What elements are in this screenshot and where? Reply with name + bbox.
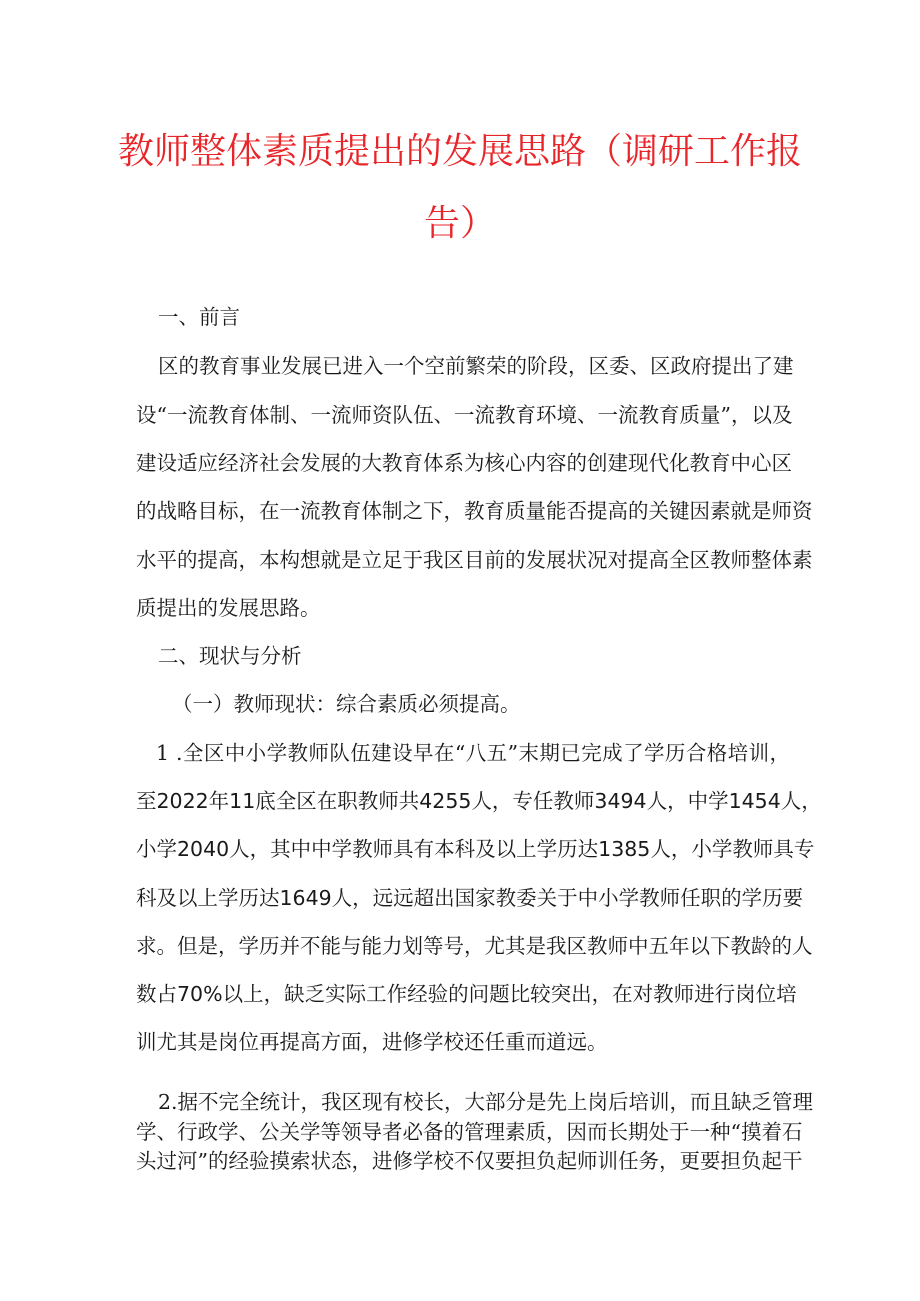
item-line: 至2022年11底全区在职教师共4255人，专任教师3494人，中学1454人， <box>136 789 822 813</box>
item-line: 2.据不完全统计，我区现有校长，大部分是先上岗后培训，而且缺乏管理 <box>158 1090 814 1114</box>
item-line: 学、行政学、公关学等领导者必备的管理素质，因而长期处于一种“摸着石 <box>136 1120 803 1144</box>
paragraph-line: 设“一流教育体制、一流师资队伍、一流教育环境、一流教育质量”，以及 <box>136 403 793 427</box>
item-line: 小学2040人，其中中学教师具有本科及以上学历达1385人，小学教师具专 <box>136 837 815 861</box>
paragraph-line: 区的教育事业发展已进入一个空前繁荣的阶段，区委、区政府提出了建 <box>158 354 794 378</box>
section-heading-preface: 一、前言 <box>158 305 240 329</box>
title-line-1: 教师整体素质提出的发展思路（调研工作报 <box>118 131 803 172</box>
item-line: 科及以上学历达1649人，远远超出国家教委关于中小学教师任职的学历要 <box>136 886 804 910</box>
subsection-heading: （一）教师现状：综合素质必须提高。 <box>172 692 521 716</box>
paragraph-line: 水平的提高，本构想就是立足于我区目前的发展状况对提高全区教师整体素 <box>136 548 813 572</box>
item-line: 训尤其是岗位再提高方面，进修学校还任重而道远。 <box>136 1030 608 1054</box>
section-heading-status: 二、现状与分析 <box>158 644 302 668</box>
item-line: 求。但是，学历并不能与能力划等号，尤其是我区教师中五年以下教龄的人 <box>136 934 813 958</box>
item-line: 1 .全区中小学教师队伍建设早在“八五”末期已完成了学历合格培训， <box>156 741 790 765</box>
item-line: 数占70%以上，缺乏实际工作经验的问题比较突出，在对教师进行岗位培 <box>136 982 797 1006</box>
item-line: 头过河”的经验摸索状态，进修学校不仅要担负起师训任务，更要担负起干 <box>136 1149 803 1173</box>
paragraph-line: 建设适应经济社会发展的大教育体系为核心内容的创建现代化教育中心区 <box>136 451 792 475</box>
paragraph-line: 质提出的发展思路。 <box>136 596 321 620</box>
paragraph-line: 的战略目标，在一流教育体制之下，教育质量能否提高的关键因素就是师资 <box>136 499 813 523</box>
title-line-2: 告） <box>423 203 496 244</box>
document-title <box>118 116 802 260</box>
